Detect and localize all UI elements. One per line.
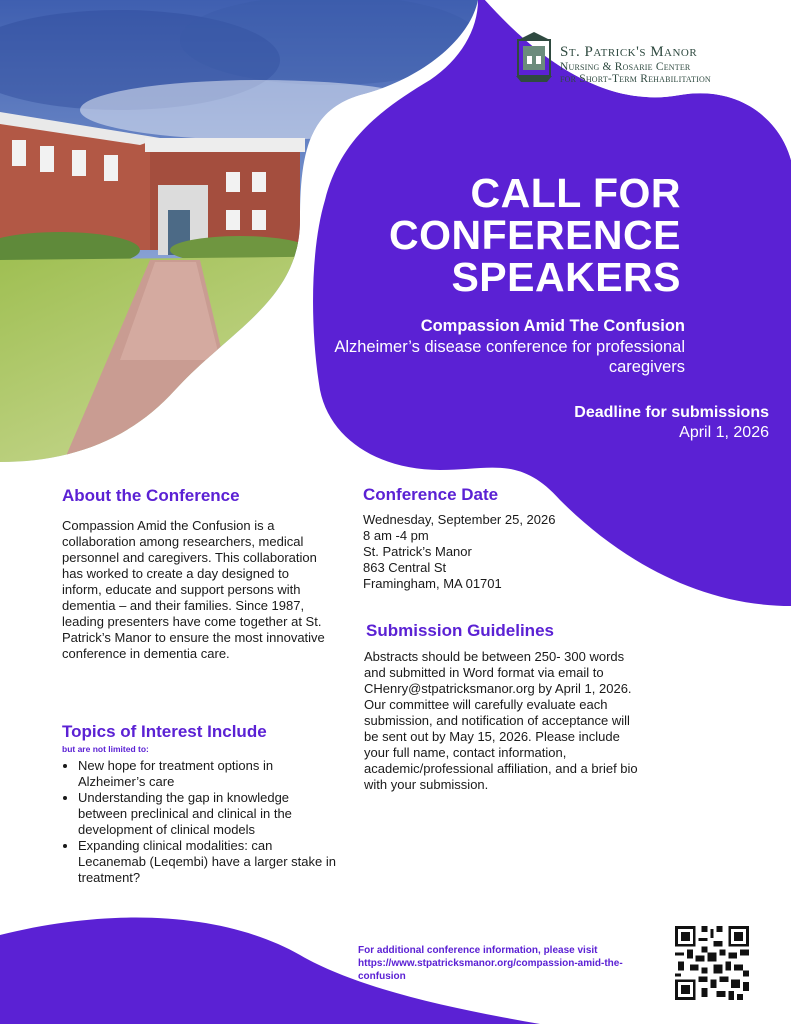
conference-subtitle: Alzheimer’s disease conference for professional caregivers — [334, 338, 685, 376]
logo-line-1: Nursing & Rosarie Center — [560, 61, 691, 73]
conference-street: 863 Central St — [363, 560, 447, 575]
logo — [560, 44, 711, 85]
topics-list — [62, 758, 336, 886]
about-heading: About the Conference — [62, 486, 240, 505]
conference-city: Framingham, MA 01701 — [363, 576, 502, 591]
conference-date-details — [363, 512, 613, 592]
about-text: Compassion Amid the Confusion is a collaboration among researchers, medical personnel and caregivers. This collaboration has worked to create a day designed to inform, educate and support persons with dementia – and their families. Since 1987, leading presenters have come together at St. Patrick’s Manor to ensure the most innovative conference in dementia care. — [62, 518, 325, 661]
more-info-url[interactable]: https://www.stpatricksmanor.org/compassion-amid-the-confusion — [358, 958, 623, 982]
topics-heading: Topics of Interest Include — [62, 722, 267, 741]
deadline-date: April 1, 2026 — [679, 424, 769, 441]
more-info-label: For additional conference information, please visit — [358, 945, 598, 956]
list-item: • New hope for treatment options in Alzheimer’s care — [78, 758, 336, 790]
title-line-1: CALL FOR — [470, 170, 681, 216]
conference-day: Wednesday, September 25, 2026 — [363, 512, 556, 527]
submission-text: Abstracts should be between 250- 300 words and submitted in Word format via email to CHenry@stpatricksmanor.org by April 1, 2026. Our committee will carefully evaluate each submission, and notification of acceptance will be sent out by May 15, 2026. Please include your full name, contact information, academic/professional affiliation, and a brief bio with your submission. — [364, 649, 638, 792]
conference-date-heading: Conference Date — [363, 485, 499, 504]
title-line-3: SPEAKERS — [451, 254, 681, 300]
submission-heading: Submission Guidelines — [366, 621, 554, 640]
manor-crest-icon — [513, 32, 555, 82]
title-line-2: CONFERENCE — [388, 212, 681, 258]
conference-venue: St. Patrick’s Manor — [363, 544, 472, 559]
list-item: • Expanding clinical modalities: can Lecanemab (Leqembi) have a larger stake in treatment? — [78, 838, 336, 886]
logo-line-2: for Short-Term Rehabilitation — [560, 73, 711, 85]
list-item: • Understanding the gap in knowledge between preclinical and clinical in the development of clinical models — [78, 790, 336, 838]
conference-time: 8 am -4 pm — [363, 528, 429, 543]
topics-note: but are not limited to: — [62, 744, 149, 754]
more-info — [358, 944, 658, 983]
page-title — [261, 172, 681, 298]
logo-name: St. Patrick's Manor — [560, 44, 698, 60]
qr-code-icon[interactable] — [675, 926, 749, 1000]
conference-name: Compassion Amid The Confusion — [420, 317, 685, 335]
deadline-label: Deadline for submissions — [574, 404, 769, 421]
